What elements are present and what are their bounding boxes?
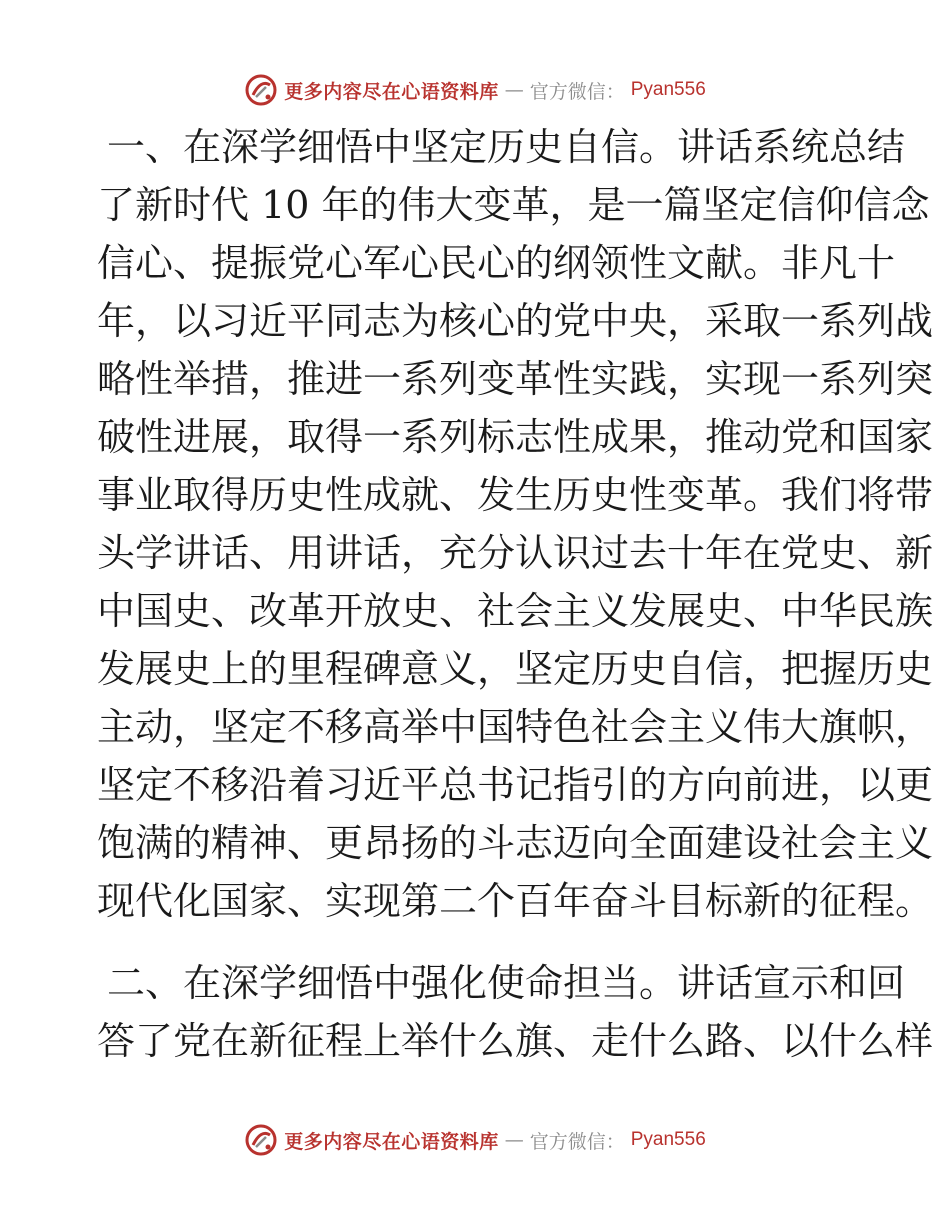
text-line: 略性举措，推进一系列变革性实践，实现一系列突 — [97, 357, 934, 401]
paragraph-1 — [97, 118, 934, 930]
header-banner — [0, 70, 950, 110]
text-line: 主动，坚定不移高举中国特色社会主义伟大旗帜， — [97, 705, 934, 749]
document-body — [97, 118, 934, 1070]
banner-text: 更多内容尽在心语资料库 — [284, 80, 499, 103]
banner-separator: — — [504, 79, 524, 101]
text-line: 饱满的精神、更昂扬的斗志迈向全面建设社会主义 — [97, 821, 934, 865]
banner-separator: — — [504, 1129, 524, 1151]
text-line: 信心、提振党心军心民心的纲领性文献。非凡十 — [97, 241, 896, 285]
text-line: 坚定不移沿着习近平总书记指引的方向前进，以更 — [97, 763, 934, 807]
brand-logo-icon — [244, 73, 278, 107]
text-line: 答了党在新征程上举什么旗、走什么路、以什么样 — [97, 1019, 934, 1063]
text-line: 中国史、改革开放史、社会主义发展史、中华民族 — [97, 589, 934, 633]
text-line: 头学讲话、用讲话，充分认识过去十年在党史、新 — [97, 531, 934, 575]
paragraph-2 — [97, 954, 934, 1070]
text-line: 发展史上的里程碑意义，坚定历史自信，把握历史 — [97, 647, 934, 691]
footer-banner — [0, 1120, 950, 1160]
banner-wechat-label: 官方微信： — [529, 1130, 625, 1153]
paragraph-gap — [97, 930, 857, 954]
text-line: 年，以习近平同志为核心的党中央，采取一系列战 — [97, 299, 934, 343]
text-line: 现代化国家、实现第二个百年奋斗目标新的征程。 — [97, 879, 934, 923]
banner-wechat-id: Pyan556 — [630, 1129, 706, 1150]
text-line: 一、在深学细悟中坚定历史自信。讲话系统总结 — [107, 125, 906, 169]
banner-wechat-label: 官方微信： — [529, 80, 625, 103]
text-line: 二、在深学细悟中强化使命担当。讲话宣示和回 — [107, 961, 906, 1005]
text-line: 了新时代 10 年的伟大变革，是一篇坚定信仰信念 — [97, 183, 930, 227]
text-line: 破性进展，取得一系列标志性成果，推动党和国家 — [97, 415, 934, 459]
text-line: 事业取得历史性成就、发生历史性变革。我们将带 — [97, 473, 934, 517]
brand-logo-icon — [244, 1123, 278, 1157]
banner-text: 更多内容尽在心语资料库 — [284, 1130, 499, 1153]
banner-wechat-id: Pyan556 — [630, 79, 706, 100]
